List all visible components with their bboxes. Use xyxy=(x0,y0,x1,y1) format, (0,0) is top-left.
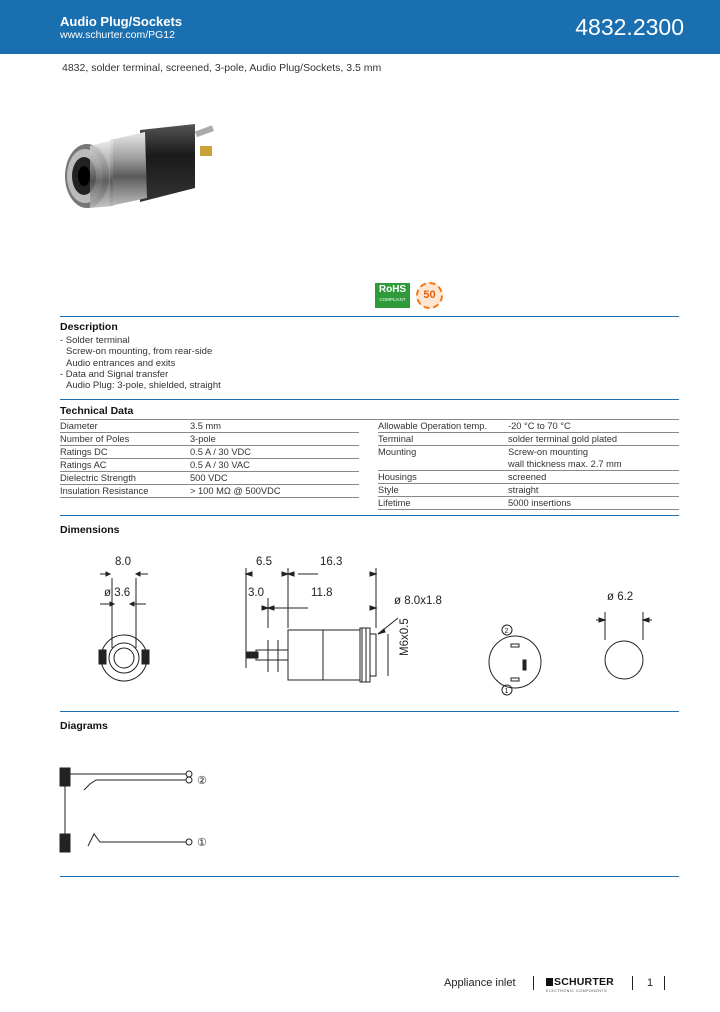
description-line: - Data and Signal transfer xyxy=(60,368,169,380)
page-number: 1 xyxy=(647,977,654,989)
description-line: Audio entrances and exits xyxy=(66,357,176,369)
divider xyxy=(60,316,679,317)
footer-category: Appliance inlet xyxy=(444,977,516,989)
tech-value: 3-pole xyxy=(190,433,359,446)
table-row xyxy=(378,484,679,497)
tech-value: wall thickness max. 2.7 mm xyxy=(508,458,679,471)
tech-value: > 100 MΩ @ 500VDC xyxy=(190,485,359,498)
rohs-compliant-text: COMPLIANT xyxy=(379,297,406,302)
tech-key: Housings xyxy=(378,471,508,484)
tech-value: solder terminal gold plated xyxy=(508,433,679,446)
dim-label-8-0: 8.0 xyxy=(115,556,131,568)
rohs-badge xyxy=(375,283,410,308)
tech-data-table-left xyxy=(60,420,359,498)
table-row xyxy=(60,420,359,433)
diagram-pin-2-label: ② xyxy=(197,775,207,787)
circuit-diagram xyxy=(58,762,218,857)
tech-value: 3.5 mm xyxy=(190,420,359,433)
product-photo xyxy=(55,110,235,230)
dim-label-dia-3-6: ø 3.6 xyxy=(104,587,131,599)
divider xyxy=(60,876,679,877)
dim-label-16-3: 16.3 xyxy=(320,556,343,568)
tech-key: Ratings DC xyxy=(60,446,190,459)
schurter-logo xyxy=(546,977,614,994)
front-view-drawing xyxy=(90,568,160,698)
product-url[interactable]: www.schurter.com/PG12 xyxy=(60,29,175,41)
tech-value: -20 °C to 70 °C xyxy=(508,420,679,433)
logo-mark-icon xyxy=(546,978,553,986)
product-category-title: Audio Plug/Sockets xyxy=(60,14,183,29)
product-subtitle: 4832, solder terminal, screened, 3-pole, Audio Plug/Sockets, 3.5 mm xyxy=(62,62,382,74)
tech-value: 5000 insertions xyxy=(508,497,679,510)
china-rohs-badge xyxy=(416,282,443,309)
tech-key: Diameter xyxy=(60,420,190,433)
part-number: 4832.2300 xyxy=(575,14,684,40)
table-row xyxy=(60,485,359,498)
table-row xyxy=(378,458,679,471)
diagrams-title: Diagrams xyxy=(60,720,108,732)
footer-separator xyxy=(533,976,534,990)
diagram-pin-1-label: ① xyxy=(197,837,207,849)
footer-separator xyxy=(664,976,665,990)
tech-key: Mounting xyxy=(378,447,417,457)
table-row xyxy=(60,433,359,446)
description-list xyxy=(60,335,221,391)
dim-label-3-0: 3.0 xyxy=(248,587,264,599)
table-row xyxy=(378,420,679,433)
china-rohs-number: 50 xyxy=(423,289,436,301)
table-row xyxy=(378,433,679,446)
dim-label-dia-6-2: ø 6.2 xyxy=(607,591,634,603)
rohs-text: RoHS xyxy=(378,284,407,295)
divider xyxy=(60,515,679,516)
tech-key: Lifetime xyxy=(378,497,508,510)
pin-view-drawing xyxy=(485,620,545,700)
tech-value: Screw-on mounting xyxy=(508,447,589,457)
footer-separator xyxy=(632,976,633,990)
tech-data-table-right xyxy=(378,420,679,510)
description-line: - Solder terminal xyxy=(60,335,130,346)
divider xyxy=(60,399,679,400)
table-row xyxy=(378,471,679,484)
table-row xyxy=(378,446,679,459)
panel-cutout-drawing xyxy=(596,600,656,690)
tech-key: Terminal xyxy=(378,433,508,446)
tech-value: 0.5 A / 30 VDC xyxy=(190,446,359,459)
tech-key xyxy=(378,458,508,471)
table-row xyxy=(60,459,359,472)
tech-key: Allowable Operation temp. xyxy=(378,420,508,433)
tech-value: straight xyxy=(508,484,679,497)
tech-key: Number of Poles xyxy=(60,433,190,446)
tech-key: Dielectric Strength xyxy=(60,472,190,485)
brand-name: SCHURTER xyxy=(554,976,614,988)
divider xyxy=(60,711,679,712)
side-view-drawing xyxy=(238,568,408,698)
dim-label-11-8: 11.8 xyxy=(311,587,333,599)
brand-tagline: ELECTRONIC COMPONENTS xyxy=(546,989,608,993)
tech-key: Insulation Resistance xyxy=(60,485,190,498)
table-row xyxy=(378,497,679,510)
description-line: Screw-on mounting, from rear-side xyxy=(66,346,213,358)
pin-2-label: 2 xyxy=(504,628,509,635)
tech-key: Style xyxy=(378,484,508,497)
dim-label-6-5: 6.5 xyxy=(256,556,272,568)
tech-value: 0.5 A / 30 VAC xyxy=(190,459,359,472)
tech-value: 500 VDC xyxy=(190,472,359,485)
page-header xyxy=(0,0,720,54)
description-title: Description xyxy=(60,321,118,333)
table-row xyxy=(60,472,359,485)
description-line: Audio Plug: 3-pole, shielded, straight xyxy=(66,380,221,392)
tech-key: Ratings AC xyxy=(60,459,190,472)
dimensions-title: Dimensions xyxy=(60,524,120,536)
technical-data-title: Technical Data xyxy=(60,405,134,417)
dim-label-m6: M6x0.5 xyxy=(399,618,411,656)
tech-value: screened xyxy=(508,471,679,484)
pin-1-label: 1 xyxy=(504,688,509,695)
dim-label-dia-8x1-8: ø 8.0x1.8 xyxy=(394,595,442,607)
table-row xyxy=(60,446,359,459)
